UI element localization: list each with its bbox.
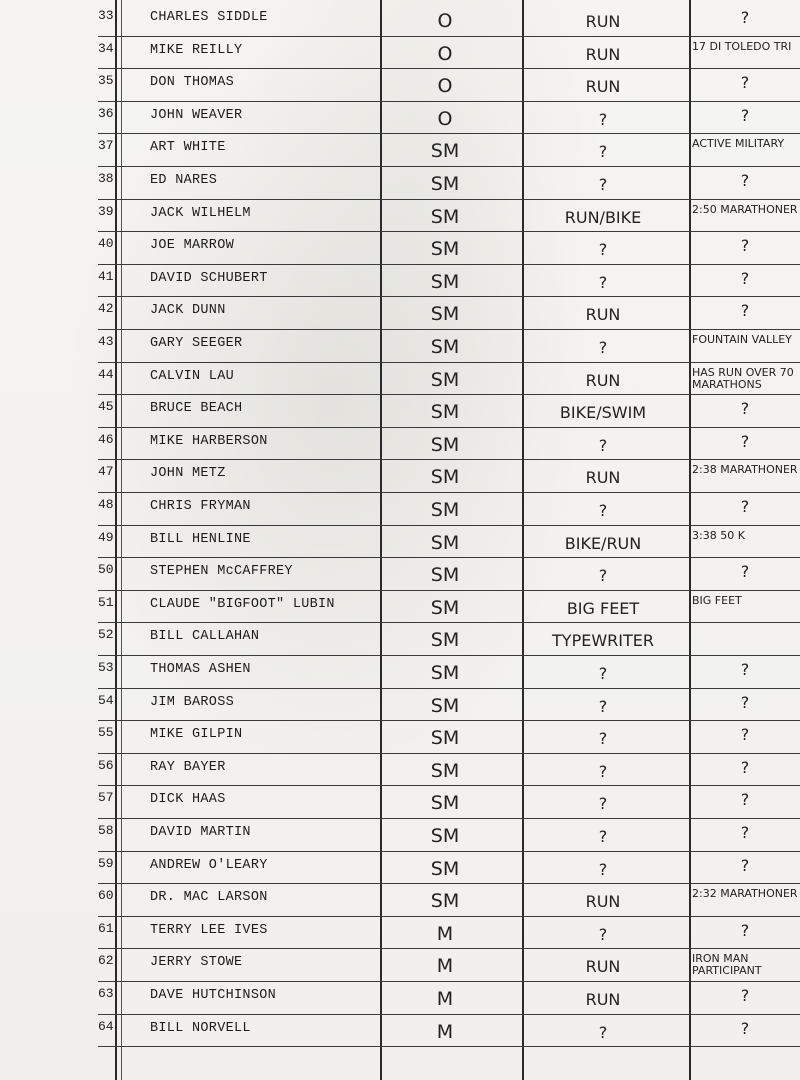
table-row xyxy=(0,134,800,166)
category-mark: O xyxy=(437,75,453,98)
table-row xyxy=(0,884,800,916)
participant-name: JACK DUNN xyxy=(150,303,226,319)
activity-mark: ? xyxy=(598,859,608,879)
row-number: 48 xyxy=(98,497,114,512)
table-row xyxy=(0,786,800,818)
table-row xyxy=(0,69,800,101)
activity-mark: ? xyxy=(598,1022,608,1042)
note-mark: ? xyxy=(740,725,750,745)
participant-name: CALVIN LAU xyxy=(150,368,235,384)
category-mark: SM xyxy=(430,368,460,391)
table-row xyxy=(0,526,800,558)
participant-name: CLAUDE "BIGFOOT" LUBIN xyxy=(150,596,335,612)
activity-mark: ? xyxy=(598,924,608,944)
table-row xyxy=(0,623,800,655)
row-number: 58 xyxy=(98,823,114,838)
note-mark: ? xyxy=(740,8,750,27)
participant-name: MIKE HARBERSON xyxy=(150,433,268,449)
category-mark: SM xyxy=(430,531,460,554)
activity-mark: RUN xyxy=(585,12,621,31)
note-mark: ? xyxy=(740,790,750,810)
participant-name: BILL NORVELL xyxy=(150,1020,251,1036)
activity-mark: ? xyxy=(598,338,608,357)
category-mark: SM xyxy=(430,466,460,489)
participant-name: THOMAS ASHEN xyxy=(150,662,251,677)
row-number: 61 xyxy=(98,920,114,936)
activity-mark: RUN xyxy=(585,305,621,325)
row-number: 62 xyxy=(98,953,114,969)
table-row xyxy=(0,982,800,1014)
activity-mark: RUN/BIKE xyxy=(564,207,642,227)
category-mark: SM xyxy=(430,662,460,684)
category-mark: SM xyxy=(430,564,460,587)
activity-mark: ? xyxy=(598,729,608,749)
note-mark: ? xyxy=(740,399,750,419)
note-mark: ? xyxy=(740,301,750,321)
row-number: 53 xyxy=(98,660,114,675)
category-mark: SM xyxy=(430,433,460,456)
row-number: 35 xyxy=(98,73,114,89)
note-mark: ? xyxy=(740,497,750,516)
activity-mark: ? xyxy=(598,435,608,455)
row-number: 44 xyxy=(98,366,114,382)
table-row xyxy=(0,200,800,232)
participant-name: BILL CALLAHAN xyxy=(150,629,260,645)
table-row xyxy=(0,591,800,623)
row-number: 41 xyxy=(98,268,114,284)
activity-mark: ? xyxy=(598,272,608,292)
activity-mark: RUN xyxy=(585,892,621,912)
participant-name: DR. MAC LARSON xyxy=(150,890,268,906)
activity-mark: ? xyxy=(598,761,608,781)
table-row xyxy=(0,297,800,329)
row-number: 49 xyxy=(98,529,114,545)
row-number: 64 xyxy=(98,1018,114,1034)
activity-mark: ? xyxy=(598,794,608,814)
row-number: 57 xyxy=(98,790,114,806)
row-number: 34 xyxy=(98,40,114,56)
category-mark: SM xyxy=(430,205,460,228)
row-number: 37 xyxy=(98,138,114,154)
table-row xyxy=(0,330,800,362)
row-number: 50 xyxy=(98,562,114,578)
category-mark: SM xyxy=(430,759,460,782)
note-mark: ? xyxy=(740,562,750,582)
row-number: 47 xyxy=(98,464,114,480)
activity-mark: ? xyxy=(598,696,608,716)
row-number: 42 xyxy=(98,301,114,317)
row-number: 39 xyxy=(98,203,114,219)
category-mark: O xyxy=(437,10,453,32)
category-mark: SM xyxy=(430,140,460,163)
activity-mark: ? xyxy=(598,175,608,194)
note-mark: ? xyxy=(740,236,750,256)
participant-name: ART WHITE xyxy=(150,140,226,156)
note-mark: 3:38 50 K xyxy=(692,528,745,542)
note-mark: ? xyxy=(740,660,750,679)
activity-mark: RUN xyxy=(585,957,621,977)
row-number: 40 xyxy=(98,236,114,252)
note-mark: FOUNTAIN VALLEY xyxy=(692,333,792,346)
note-mark: IRON MAN PARTICIPANT xyxy=(692,952,762,978)
participant-name: RAY BAYER xyxy=(150,759,226,775)
table-row xyxy=(0,689,800,721)
note-mark: ? xyxy=(740,268,750,288)
participant-name: DAVID MARTIN xyxy=(150,825,251,840)
table-row xyxy=(0,721,800,753)
row-rule xyxy=(98,1046,800,1047)
table-row xyxy=(0,4,800,36)
participant-name: BILL HENLINE xyxy=(150,531,251,547)
activity-mark: BIKE/SWIM xyxy=(559,403,647,423)
note-mark: ? xyxy=(740,73,750,93)
category-mark: SM xyxy=(430,857,460,880)
category-mark: SM xyxy=(430,303,460,326)
note-mark: ACTIVE MILITARY xyxy=(692,137,785,151)
activity-mark: ? xyxy=(598,240,608,260)
activity-mark: ? xyxy=(598,827,608,846)
row-number: 56 xyxy=(98,757,114,773)
participant-name: DAVE HUTCHINSON xyxy=(150,988,277,1003)
activity-mark: TYPEWRITER xyxy=(552,631,654,651)
table-row xyxy=(0,754,800,786)
row-number: 54 xyxy=(98,692,114,708)
row-number: 60 xyxy=(98,888,114,904)
activity-mark: RUN xyxy=(585,77,621,97)
note-mark: ? xyxy=(740,757,750,777)
category-mark: O xyxy=(437,42,453,65)
table-row xyxy=(0,102,800,134)
participant-name: DAVID SCHUBERT xyxy=(150,270,268,286)
participant-name: CHARLES SIDDLE xyxy=(150,10,268,25)
category-mark: SM xyxy=(430,596,460,619)
participant-name: ANDREW O'LEARY xyxy=(150,857,268,873)
activity-mark: RUN xyxy=(585,990,621,1009)
participant-name: JERRY STOWE xyxy=(150,955,243,971)
participant-name: ED NARES xyxy=(150,173,218,188)
table-row xyxy=(0,460,800,492)
category-mark: M xyxy=(436,988,454,1010)
activity-mark: RUN xyxy=(585,468,621,488)
category-mark: SM xyxy=(430,694,460,717)
table-row xyxy=(0,819,800,851)
activity-mark: ? xyxy=(598,566,608,586)
row-number: 38 xyxy=(98,171,114,186)
note-mark: ? xyxy=(740,171,750,190)
participant-name: DON THOMAS xyxy=(150,75,235,91)
participant-name: DICK HAAS xyxy=(150,792,226,808)
activity-mark: ? xyxy=(598,142,608,162)
note-mark: ? xyxy=(740,986,750,1005)
note-mark: HAS RUN OVER 70 MARATHONS xyxy=(692,365,794,391)
participant-name: JACK WILHELM xyxy=(150,205,251,221)
participant-name: MIKE GILPIN xyxy=(150,727,243,743)
participant-name: JOHN METZ xyxy=(150,466,226,482)
participant-name: JOE MARROW xyxy=(150,238,235,254)
category-mark: SM xyxy=(430,825,460,847)
participant-name: BRUCE BEACH xyxy=(150,401,243,417)
note-mark: 17 DI TOLEDO TRI xyxy=(692,39,792,53)
category-mark: SM xyxy=(430,336,460,358)
table-row xyxy=(0,917,800,949)
category-mark: SM xyxy=(430,238,460,261)
table-row xyxy=(0,37,800,69)
row-number: 46 xyxy=(98,431,114,447)
participant-name: JIM BAROSS xyxy=(150,694,235,710)
category-mark: SM xyxy=(430,890,460,913)
row-number: 43 xyxy=(98,334,114,349)
note-mark: ? xyxy=(740,920,750,940)
note-mark: 2:32 MARATHONER xyxy=(692,887,798,901)
participant-name: JOHN WEAVER xyxy=(150,107,243,123)
row-number: 55 xyxy=(98,725,114,741)
table-row xyxy=(0,265,800,297)
participant-name: CHRIS FRYMAN xyxy=(150,499,251,514)
table-row xyxy=(0,493,800,525)
activity-mark: ? xyxy=(598,109,608,129)
activity-mark: ? xyxy=(598,501,608,520)
category-mark: SM xyxy=(430,401,460,424)
table-row xyxy=(0,428,800,460)
category-mark: M xyxy=(436,955,454,978)
row-number: 63 xyxy=(98,986,114,1001)
note-mark: ? xyxy=(740,431,750,451)
table-row xyxy=(0,363,800,395)
table-row xyxy=(0,232,800,264)
table-row xyxy=(0,949,800,981)
category-mark: SM xyxy=(430,629,460,652)
row-number: 33 xyxy=(98,8,114,23)
table-row xyxy=(0,558,800,590)
category-mark: SM xyxy=(430,727,460,750)
category-mark: M xyxy=(436,922,454,945)
note-mark: ? xyxy=(740,823,750,842)
activity-mark: RUN xyxy=(585,44,621,64)
row-number: 36 xyxy=(98,105,114,121)
row-number: 51 xyxy=(98,594,114,610)
row-number: 52 xyxy=(98,627,114,643)
note-mark: ? xyxy=(740,692,750,712)
row-number: 59 xyxy=(98,855,114,871)
table-row xyxy=(0,656,800,688)
activity-mark: BIG FEET xyxy=(566,598,640,618)
activity-mark: BIKE/RUN xyxy=(564,533,642,553)
table-row xyxy=(0,852,800,884)
table-row xyxy=(0,1015,800,1047)
note-mark: ? xyxy=(740,855,750,875)
table-row xyxy=(0,167,800,199)
activity-mark: ? xyxy=(598,664,608,683)
note-mark: 2:38 MARATHONER xyxy=(692,463,798,477)
note-mark: BIG FEET xyxy=(692,593,742,607)
category-mark: SM xyxy=(430,173,460,195)
note-mark: ? xyxy=(740,1018,750,1038)
category-mark: M xyxy=(436,1020,454,1043)
note-mark: ? xyxy=(740,105,750,125)
activity-mark: RUN xyxy=(585,370,621,390)
participant-name: TERRY LEE IVES xyxy=(150,922,268,938)
category-mark: SM xyxy=(430,792,460,815)
participant-name: STEPHEN McCAFFREY xyxy=(150,564,293,580)
category-mark: SM xyxy=(430,499,460,521)
row-number: 45 xyxy=(98,399,114,415)
participant-name: MIKE REILLY xyxy=(150,42,243,58)
participant-name: GARY SEEGER xyxy=(150,336,243,351)
category-mark: SM xyxy=(430,270,460,293)
table-row xyxy=(0,395,800,427)
note-mark: 2:50 MARATHONER xyxy=(692,202,798,216)
category-mark: O xyxy=(437,107,453,130)
